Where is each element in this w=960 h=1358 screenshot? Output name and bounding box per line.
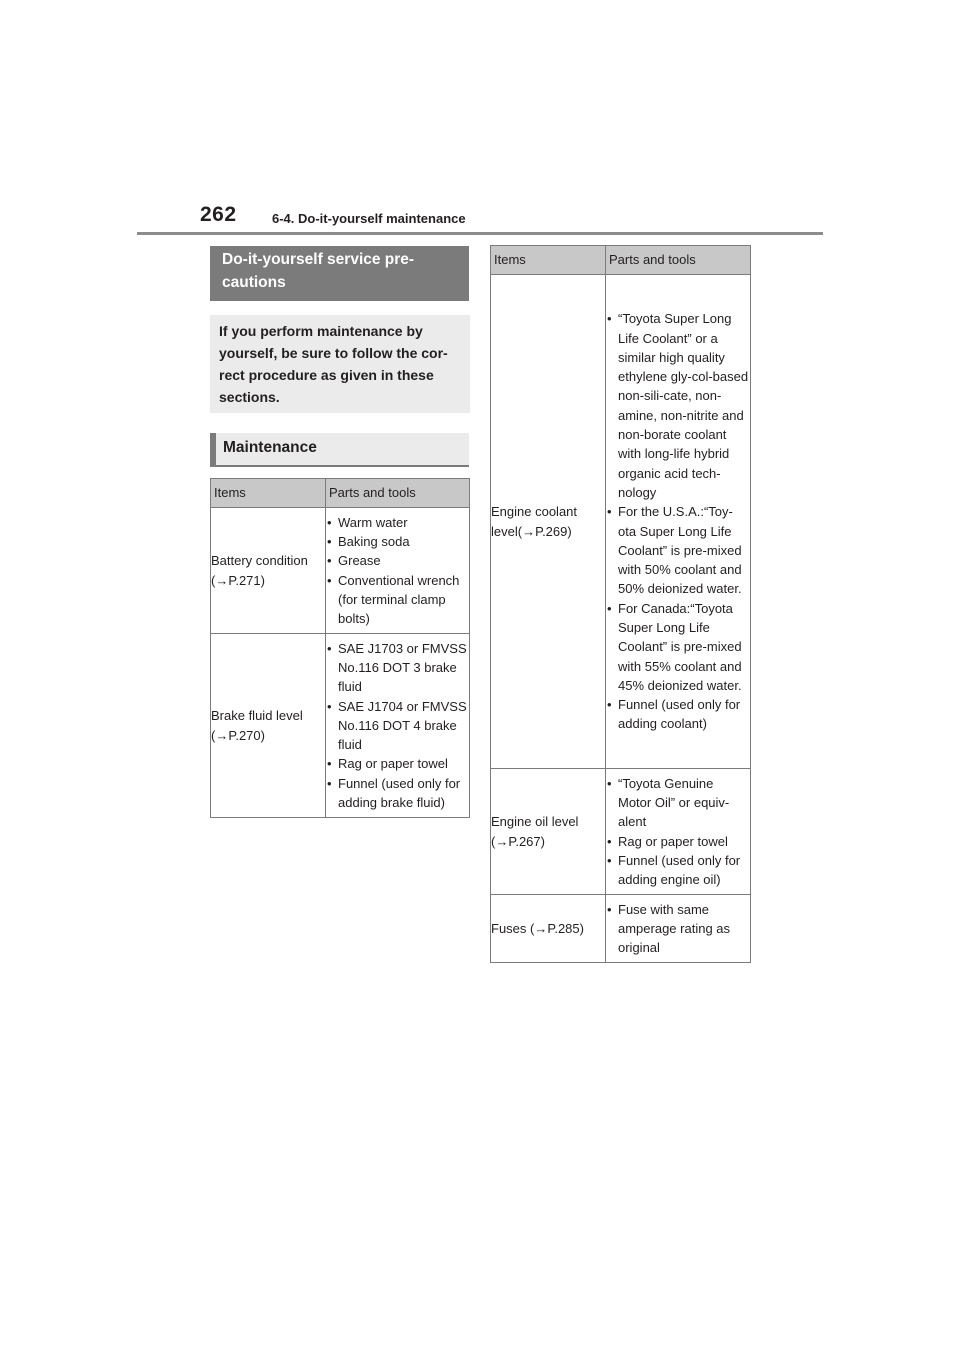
arrow-right-icon: →	[534, 920, 548, 936]
list-item: • “Toyota Super Long Life Coolant” or a similar high quality ethylene gly-col-based non-sili-cate, non-amine, non-nitrite and non-borate coolant with long-life hybrid organic acid tech-nology	[606, 309, 750, 502]
list-item: • Funnel (used only for adding engine oil)	[606, 851, 750, 890]
table-row	[491, 769, 751, 895]
page-reference-link[interactable]: P.271	[228, 572, 261, 588]
arrow-right-icon: →	[215, 727, 229, 743]
maintenance-heading: Maintenance	[210, 433, 469, 467]
list-item: • Funnel (used only for adding brake fluid)	[326, 774, 469, 813]
tools-cell	[606, 769, 751, 895]
item-cell: Engine coolant level(→P.269)	[491, 275, 606, 769]
item-label: Fuses (	[491, 920, 535, 936]
list-item: • Rag or paper towel	[606, 832, 750, 851]
service-precautions-intro: If you perform maintenance by yourself, be sure to follow the cor-rect procedure as given in these sections.	[210, 315, 470, 413]
list-item: • SAE J1704 or FMVSS No.116 DOT 4 brake fluid	[326, 697, 469, 755]
page-reference-link[interactable]: P.270	[228, 727, 261, 743]
item-label: Engine coolant level(	[491, 504, 578, 539]
item-label: Brake fluid level	[211, 708, 303, 724]
item-cell: Engine oil level (→P.267)	[491, 769, 606, 895]
list-item: • Warm water	[326, 513, 469, 532]
table-header-row	[491, 246, 751, 275]
page-number: 262	[200, 203, 237, 226]
table-row	[491, 275, 751, 769]
item-cell: Battery condition (→P.271)	[211, 508, 326, 634]
page-reference-link[interactable]: P.267	[508, 833, 541, 849]
header-items: Items	[211, 479, 326, 508]
list-item: • For the U.S.A.:“Toy-ota Super Long Life Coolant” is pre-mixed with 50% coolant and 50% deionized water.	[606, 502, 750, 598]
tools-cell	[606, 275, 751, 769]
header-items: Items	[491, 246, 606, 275]
table-row	[211, 634, 470, 818]
maintenance-table-right	[490, 245, 751, 963]
item-label: Engine oil level	[491, 814, 579, 830]
header-rule	[137, 232, 823, 235]
item-cell: Fuses (→P.285)	[491, 895, 606, 963]
list-item: • Funnel (used only for adding coolant)	[606, 695, 750, 734]
tools-cell	[326, 508, 470, 634]
arrow-right-icon: →	[215, 572, 229, 588]
item-cell: Brake fluid level (→P.270)	[211, 634, 326, 818]
service-precautions-heading: Do-it-yourself service pre-cautions	[210, 246, 469, 301]
header-parts-and-tools: Parts and tools	[326, 479, 470, 508]
page-reference-link[interactable]: P.269	[535, 523, 568, 539]
tools-cell	[606, 895, 751, 963]
section-title: 6-4. Do-it-yourself maintenance	[272, 211, 466, 226]
list-item: • Conventional wrench (for terminal clamp bolts)	[326, 571, 469, 629]
tools-cell	[326, 634, 470, 818]
list-item: • “Toyota Genuine Motor Oil” or equiv-alent	[606, 774, 750, 832]
list-item: • Fuse with same amperage rating as original	[606, 900, 750, 958]
arrow-right-icon: →	[495, 833, 509, 849]
list-item: • Baking soda	[326, 532, 469, 551]
table-row	[211, 508, 470, 634]
header-parts-and-tools: Parts and tools	[606, 246, 751, 275]
item-label: Battery condition	[211, 553, 308, 569]
list-item: • For Canada:“Toyota Super Long Life Coolant” is pre-mixed with 55% coolant and 45% deionized water.	[606, 599, 750, 695]
list-item: • Rag or paper towel	[326, 754, 469, 773]
table-header-row	[211, 479, 470, 508]
page-reference-link[interactable]: P.285	[547, 920, 580, 936]
table-row	[491, 895, 751, 963]
list-item: • SAE J1703 or FMVSS No.116 DOT 3 brake fluid	[326, 639, 469, 697]
arrow-right-icon: →	[522, 523, 536, 539]
list-item: • Grease	[326, 551, 469, 570]
maintenance-table-left	[210, 478, 470, 818]
